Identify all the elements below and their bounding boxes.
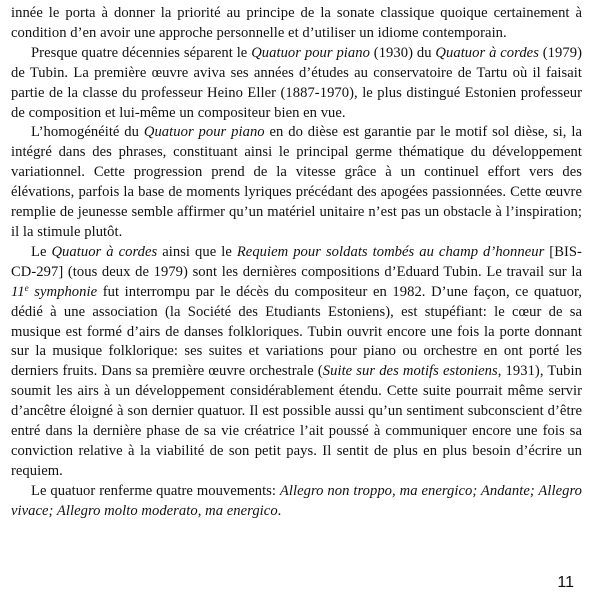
italic-title: 11 (11, 283, 25, 300)
paragraph (11, 482, 582, 522)
text-run: Le quatuor renferme quatre mouvements: (31, 482, 280, 499)
superscript-text: e (24, 282, 29, 293)
text-run: innée le porta à donner la priorité au principe de la sonate classique quoique certainement à condition d’en avoir une approche personnelle et d’utiliser un idiome contemporain. (11, 5, 582, 41)
text-run: fut interrompu par le décès du compositeur en 1982. D’une façon, ce quatuor, dédié à une association (la Société des Etudiants Estoniens), est stupéfiant: le cœur de sa musique est formé d’airs de danses folkloriques. Tubin ouvrit encore une fois la porte donnant sur la musique folklorique: ses suites et variations pour piano ou orchestre en ont porté les derniers fruits. Dans sa première œuvre orchestrale ( (11, 283, 582, 380)
text-run: [BIS-CD-297] (tous deux de 1979) sont les dernières compositions d’Eduard Tubin. Le travail sur la (11, 243, 582, 280)
italic-title: Quatuor à cordes (435, 44, 539, 61)
page-number: 11 (557, 574, 574, 591)
text-run: . (277, 502, 282, 519)
paragraph (11, 243, 582, 482)
italic-title: Requiem pour soldats tombés au champ d’honneur (236, 243, 545, 260)
text-run: Le (31, 243, 52, 260)
text-run: , 1931), Tubin soumit les airs à un développement considérablement étendu. Cette suite pourrait même servir d’ancêtre éloigné à son dernier quatuor. Il est possible aussi qu’un sentiment subconscient d’être entré dans la dernière phase de sa vie créatrice l’ait poussé à communiquer encore une fois sa conviction relative à la viabilité de son petit pays. Il sentit de plus en plus besoin d’écrire un requiem. (11, 363, 582, 479)
document-body (11, 4, 582, 522)
italic-title: symphonie (28, 283, 98, 300)
italic-title: Quatuor à cordes (51, 243, 158, 260)
italic-title: Suite sur des motifs estoniens (322, 363, 498, 380)
italic-title: Quatuor pour piano (251, 44, 370, 61)
text-run: (1930) du (369, 44, 436, 61)
paragraph (11, 4, 582, 44)
text-run: en do dièse est garantie par le motif sol dièse, si, la intégré dans des phrases, constituant ainsi le principal germe thématique du développement variationnel. Cette progression prend de la vitesse grâce à un continuel effort vers des élévations, parfois la base de moments lyriques précédant des apogées passionnées. Cette œuvre remplie de jeunesse semble affirmer qu’un matériel unitaire n’est pas un obstacle à l’inspiration; il la stimule plutôt. (11, 124, 582, 240)
text-run: Presque quatre décennies séparent le (31, 44, 252, 61)
paragraph (11, 44, 582, 124)
text-run: ainsi que le (157, 243, 237, 260)
paragraph (11, 123, 582, 242)
italic-title: Allegro non troppo, ma energico; Andante; Allegro vivace; Allegro molto moderato, ma energico (11, 482, 583, 519)
text-run: (1979) de Tubin. La première œuvre aviva ses années d’études au conservatoire de Tartu où il faisait partie de la classe du professeur Heino Eller (1887-1970), le plus distingué Estonien professeur de composition et lui-même un compositeur bien en vue. (11, 44, 582, 121)
text-run: L’homogénéité du (31, 124, 144, 141)
italic-title: Quatuor pour piano (143, 124, 265, 141)
